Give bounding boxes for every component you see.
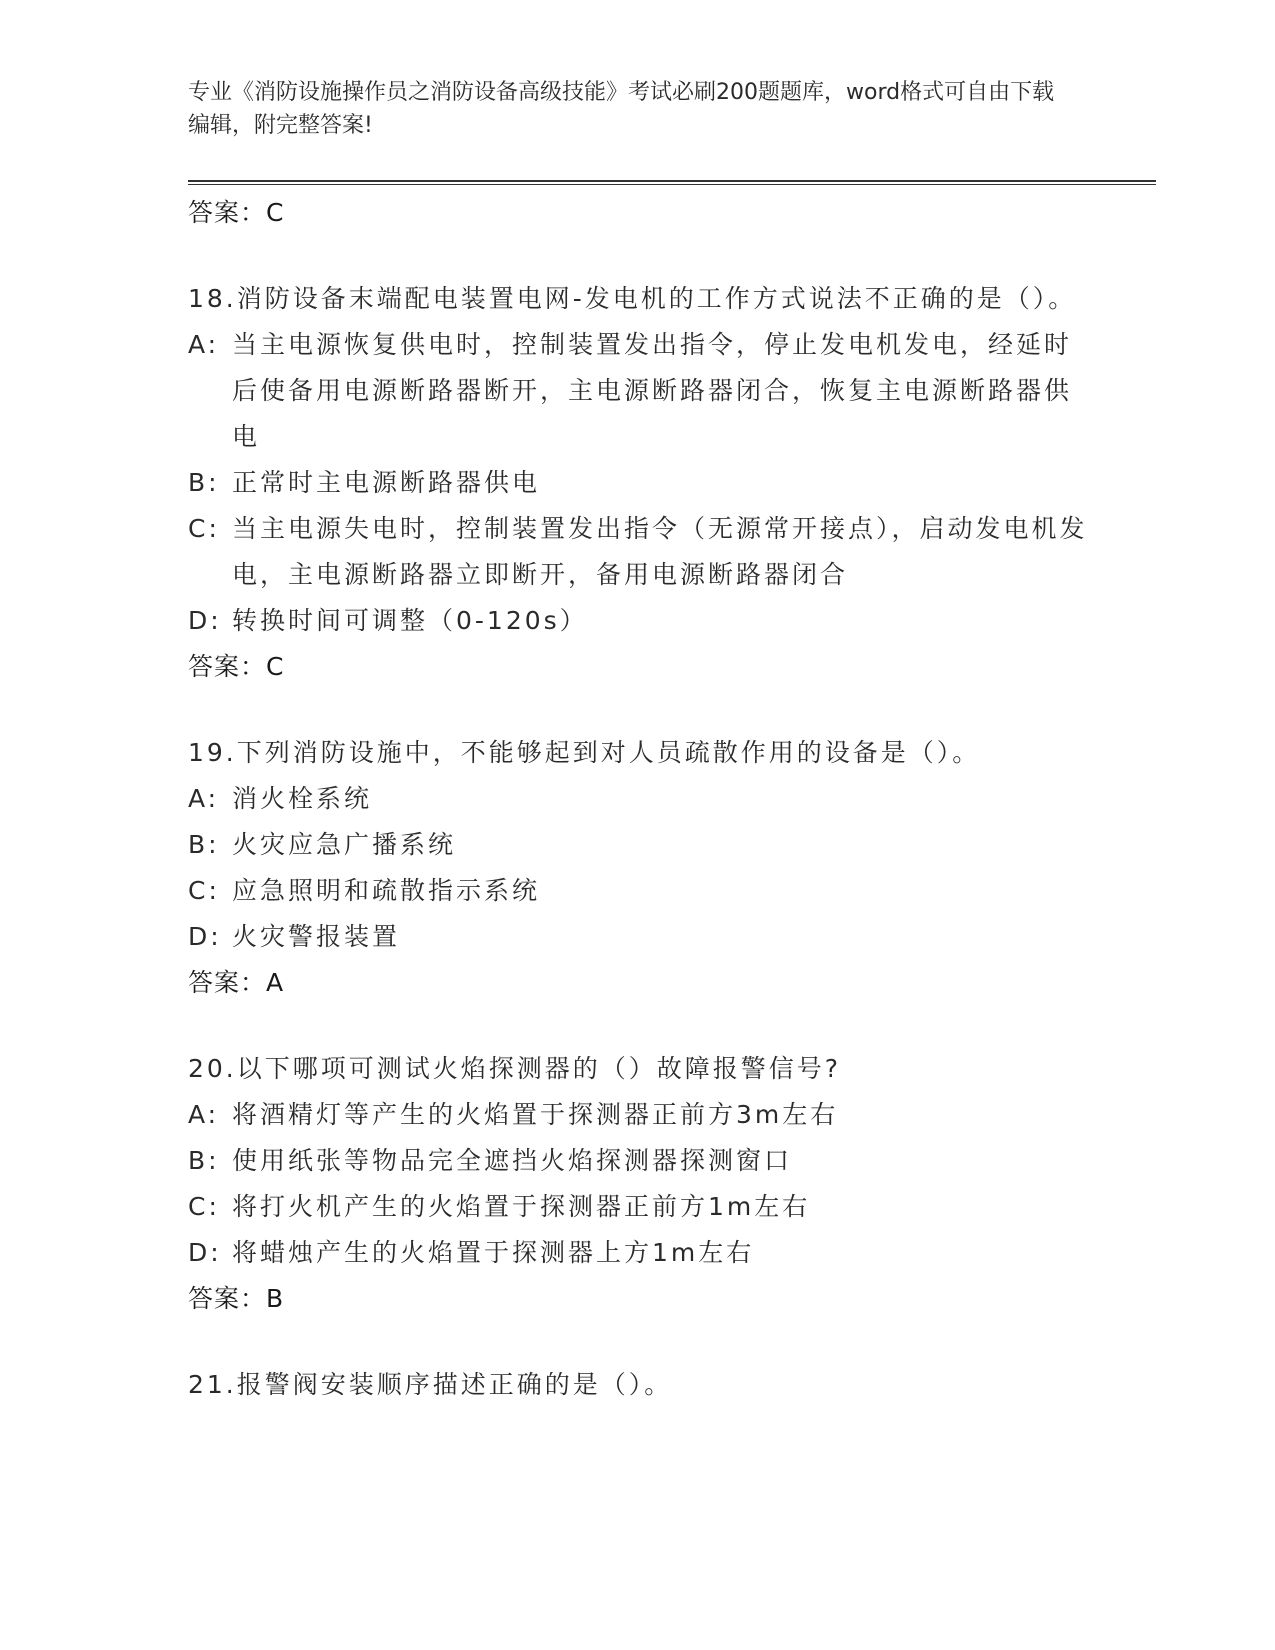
option-letter: D: <box>188 1238 222 1267</box>
option-letter: A: <box>188 330 220 359</box>
question-stem: 21.报警阀安装顺序描述正确的是（）。 <box>188 1370 673 1399</box>
option-text: 火灾应急广播系统 <box>232 830 457 859</box>
option-text: 应急照明和疏散指示系统 <box>232 876 541 905</box>
question-stem: 20.以下哪项可测试火焰探测器的（）故障报警信号? <box>188 1054 842 1083</box>
option-b <box>188 822 1088 868</box>
option-letter: D: <box>188 922 222 951</box>
option-d <box>188 914 1088 960</box>
option-d <box>188 1230 1088 1276</box>
page-header: 专业《消防设施操作员之消防设备高级技能》考试必刷200题题库，word格式可自由下载编辑，附完整答案! <box>188 80 1055 138</box>
question-stem: 19.下列消防设施中，不能够起到对人员疏散作用的设备是（）。 <box>188 738 981 767</box>
option-b <box>188 1138 1088 1184</box>
option-d <box>188 598 1088 644</box>
option-letter: C: <box>188 1192 220 1221</box>
option-text: 转换时间可调整（0-120s） <box>232 606 588 635</box>
option-c <box>188 506 1088 598</box>
answer-line: 答案：A <box>188 968 285 997</box>
option-text: 消火栓系统 <box>232 784 373 813</box>
option-a <box>188 776 1088 822</box>
option-c <box>188 868 1088 914</box>
option-text: 当主电源失电时，控制装置发出指令（无源常开接点），启动发电机发电，主电源断路器立即断开，备用电源断路器闭合 <box>232 514 1088 589</box>
option-letter: B: <box>188 468 220 497</box>
option-a <box>188 1092 1088 1138</box>
option-text: 将蜡烛产生的火焰置于探测器上方1m左右 <box>232 1238 755 1267</box>
option-letter: D: <box>188 606 222 635</box>
option-text: 将打火机产生的火焰置于探测器正前方1m左右 <box>232 1192 811 1221</box>
answer-line: 答案：B <box>188 1284 285 1313</box>
question-list <box>188 190 1088 1408</box>
option-text: 使用纸张等物品完全遮挡火焰探测器探测窗口 <box>232 1146 793 1175</box>
question-18 <box>188 276 1088 690</box>
question-stem: 18.消防设备末端配电装置电网-发电机的工作方式说法不正确的是（）。 <box>188 284 1077 313</box>
option-letter: B: <box>188 830 220 859</box>
question-20 <box>188 1046 1088 1322</box>
option-text: 正常时主电源断路器供电 <box>232 468 541 497</box>
option-letter: C: <box>188 876 220 905</box>
option-text: 火灾警报装置 <box>232 922 401 951</box>
question-19 <box>188 730 1088 1006</box>
question-21 <box>188 1362 1088 1408</box>
option-letter: C: <box>188 514 220 543</box>
option-text: 将酒精灯等产生的火焰置于探测器正前方3m左右 <box>232 1100 839 1129</box>
option-letter: A: <box>188 784 220 813</box>
answer-line: 答案：C <box>188 198 285 227</box>
option-letter: A: <box>188 1100 220 1129</box>
option-b <box>188 460 1088 506</box>
answer-line: 答案：C <box>188 652 285 681</box>
option-c <box>188 1184 1088 1230</box>
option-text: 当主电源恢复供电时，控制装置发出指令，停止发电机发电，经延时后使备用电源断路器断开，主电源断路器闭合，恢复主电源断路器供电 <box>232 330 1073 451</box>
header-divider-thin <box>188 184 1156 185</box>
option-a <box>188 322 1088 460</box>
header-divider-thick <box>188 180 1156 182</box>
option-letter: B: <box>188 1146 220 1175</box>
